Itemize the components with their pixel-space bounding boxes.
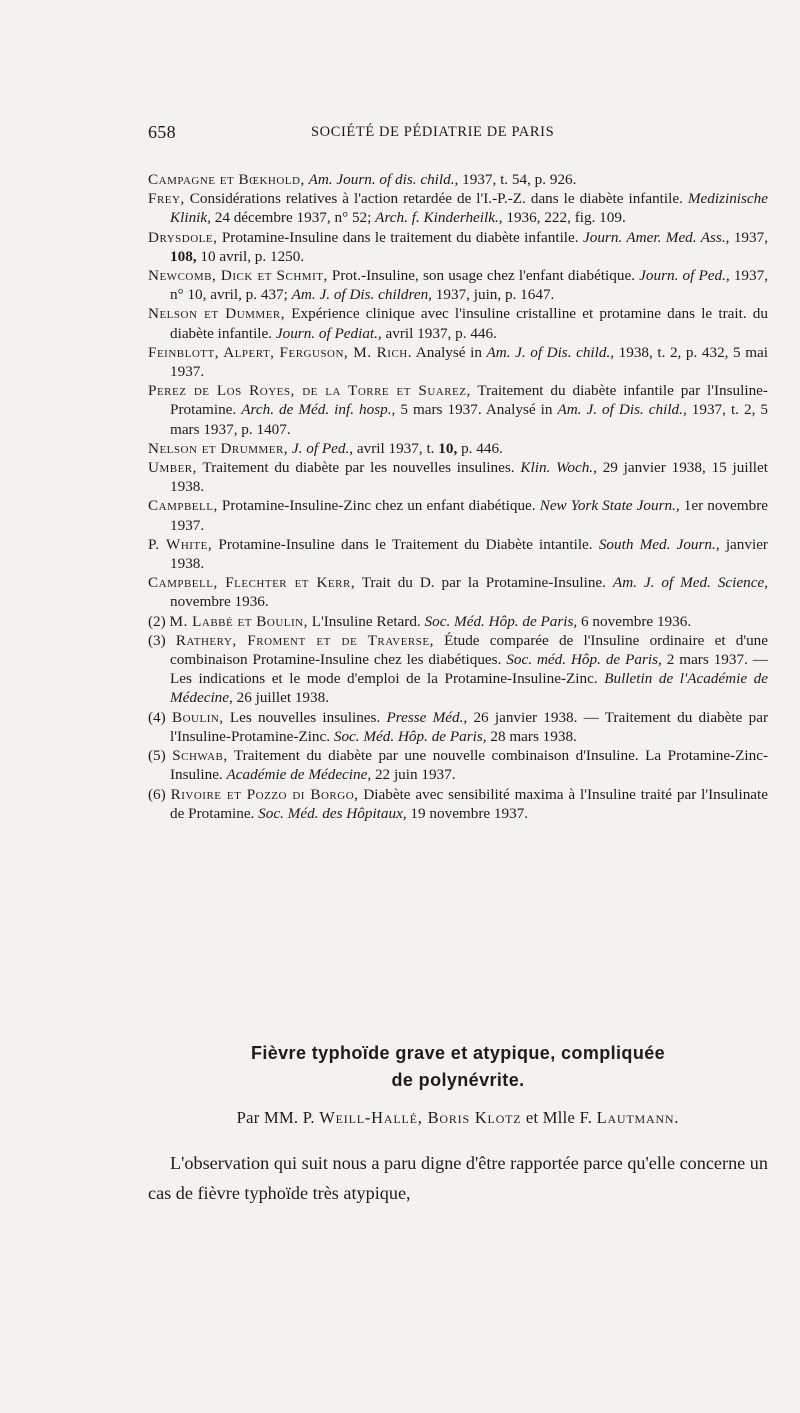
reference-rest-text: 1937, t. 2, 5 mars 1937, p. 1407. <box>170 401 768 438</box>
reference-journal-text: Am. J. of Dis. children, <box>291 286 432 304</box>
reference-authors-text: Nelson et Dummer, <box>148 305 286 323</box>
reference-pre-text: Traitement du diabète par les nouvelles insulines. <box>202 459 521 477</box>
reference-entry <box>148 573 768 611</box>
reference-authors-text: Campagne et Bœkhold, <box>148 171 305 188</box>
article-intro-paragraph: L'observation qui suit nous a paru digne d'être rapportée parce qu'elle concerne un cas de fièvre typhoïde très atypique, <box>148 1153 768 1203</box>
reference-label-text: (6) <box>148 785 171 803</box>
reference-authors-text: Campbell, Flechter et Kerr, <box>148 574 356 592</box>
reference-entry <box>148 631 768 708</box>
reference-pre-text: Traitement du diabète par une nouvelle combinaison d'Insuline. La Protamine-Zinc-Insuline. <box>170 747 769 784</box>
reference-journal-text: South Med. Journ., <box>598 535 720 553</box>
reference-entry <box>148 189 768 227</box>
reference-rest-text: 19 novembre 1937. <box>406 804 529 822</box>
reference-pre-text: Expérience clinique avec l'insuline cristalline et protamine dans le trait. du diabète infantile. <box>170 305 768 342</box>
reference-label-text: (4) <box>148 708 172 726</box>
reference-pre-text: Traitement du diabète infantile par l'Insuline-Protamine. <box>170 382 768 419</box>
reference-rest-text: 24 décembre 1937, n° 52; <box>210 209 376 227</box>
reference-journal-text: Medizinische Klinik, <box>170 190 769 227</box>
reference-entry <box>148 304 768 342</box>
reference-journal-text: J. of Ped., <box>291 439 354 457</box>
reference-rest-text: novembre 1936. <box>170 593 269 611</box>
reference-journal-text: Am. Journ. of dis. child., <box>308 171 459 188</box>
byline-last-author: Lautmann. <box>596 1108 680 1127</box>
reference-authors-text: Umber, <box>148 459 197 477</box>
reference-entry <box>148 535 768 573</box>
byline-authors: Weill-Hallé, Boris Klotz <box>319 1108 522 1127</box>
reference-rest-text: 1er novembre 1937. <box>170 497 769 534</box>
byline-mid: et Mlle F. <box>521 1108 597 1127</box>
reference-authors-text: Schwab, <box>172 747 228 765</box>
reference-authors-text: Newcomb, Dick et Schmit, <box>148 267 328 285</box>
reference-sep-text <box>434 632 444 649</box>
reference-journal-text: Am. J. of Med. Science, <box>612 574 769 592</box>
reference-rest-text: 2 mars 1937. — Les indications et le mode d'emploi de la Protamine-Insuline-Zinc. <box>170 651 768 688</box>
reference-bold-text: 10, <box>438 439 458 457</box>
reference-authors-text: Drysdole, <box>148 228 218 246</box>
reference-rest-text: 26 janvier 1938. — Traitement du diabète par l'Insuline-Protamine-Zinc. <box>170 708 769 745</box>
reference-entry <box>148 496 768 534</box>
reference-journal-text: New York State Journ., <box>539 497 680 515</box>
reference-pre-text: Les nouvelles insulines. <box>229 708 387 726</box>
reference-entry <box>148 439 768 458</box>
reference-rest-text: 1937, t. 54, p. 926. <box>458 171 577 188</box>
article-title-line-2: de polynévrite. <box>391 1070 525 1090</box>
reference-rest-text: 1938, t. 2, p. 432, 5 mai 1937. <box>170 343 768 381</box>
reference-pre-text: Protamine-Insuline dans le Traitement du Diabète intantile. <box>218 535 599 553</box>
reference-rest-text: 29 janvier 1938, 15 juillet 1938. <box>170 459 768 496</box>
reference-authors-text: Perez de Los Royes, de la Torre et Suarez, <box>148 382 471 400</box>
reference-pre-text: Étude comparée de l'Insuline ordinaire et d'une combinaison Protamine-Insuline chez les diabétiques. <box>170 631 768 669</box>
reference-entry <box>148 746 768 784</box>
page-header <box>148 122 760 144</box>
reference-authors-text: Frey, <box>148 190 185 208</box>
reference-pre-text: Protamine-Insuline-Zinc chez un enfant diabétique. <box>221 497 540 515</box>
reference-label-text: (5) <box>148 747 173 765</box>
reference-entry <box>148 458 768 496</box>
reference-rest-text: avril 1937, t. <box>353 439 439 457</box>
reference-entry <box>148 170 768 189</box>
reference-journal-text: Bulletin de l'Académie de Médecine, <box>170 670 768 707</box>
reference-rest-text: 5 mars 1937. Analysé in <box>395 401 558 419</box>
reference-entry <box>148 266 768 304</box>
reference-journal-text: Arch. de Méd. inf. hosp., <box>241 401 396 419</box>
reference-entry <box>148 612 768 631</box>
reference-rest-text: 10 avril, p. 1250. <box>196 247 305 265</box>
reference-journal-text: Journ. of Pediat., <box>275 324 382 342</box>
reference-authors-text: Boulin, <box>171 708 224 726</box>
reference-entry <box>148 343 768 381</box>
reference-journal-text: Presse Méd., <box>386 708 468 726</box>
reference-authors-text: Rathery, Froment et de Traverse, <box>175 631 434 649</box>
reference-rest-text: 6 novembre 1936. <box>577 612 692 630</box>
reference-sep-text <box>355 574 362 591</box>
reference-authors-text: Campbell, <box>148 497 218 515</box>
reference-journal-text: Klin. Woch., <box>520 459 597 477</box>
article-title-line-1: Fièvre typhoïde grave et atypique, compliquée <box>250 1043 666 1063</box>
reference-rest-text: avril 1937, p. 446. <box>381 324 497 342</box>
page-number: 658 <box>148 122 176 142</box>
reference-rest-text: janvier 1938. <box>170 535 768 573</box>
reference-bold-text: 108, <box>170 247 197 265</box>
article <box>148 1040 768 1208</box>
reference-journal-text: Académie de Médecine, <box>226 766 372 784</box>
reference-pre-text: Considérations relatives à l'action retardée de l'I.-P.-Z. dans le diabète infantile. <box>189 190 688 208</box>
reference-rest-text: p. 446. <box>457 439 503 457</box>
reference-rest-text: 1937, <box>729 228 769 246</box>
reference-entry <box>148 785 768 823</box>
reference-journal-text: Am. J. of Dis. child., <box>486 343 615 361</box>
reference-pre-text: L'Insuline Retard. <box>311 612 425 630</box>
reference-rest-text: 28 mars 1938. <box>486 727 577 745</box>
reference-journal-text: Journ. of Ped., <box>639 267 730 285</box>
reference-journal-text: Soc. Méd. Hôp. de Paris, <box>333 727 487 745</box>
reference-label-text: (3) <box>148 631 176 649</box>
reference-journal-text: Am. J. of Dis. child., <box>557 401 687 419</box>
reference-authors-text: Feinblott, Alpert, Ferguson, M. Rich. <box>148 343 413 361</box>
reference-pre-text: Diabète avec sensibilité maxima à l'Insuline traité par l'Insulinate de Protamine. <box>170 785 768 822</box>
reference-authors-text: M. Labbé et Boulin, <box>169 612 308 630</box>
reference-journal-text: Soc. méd. Hôp. de Paris, <box>506 651 662 669</box>
reference-rest-text: 22 juin 1937. <box>371 766 456 784</box>
byline-prefix: Par MM. P. <box>236 1108 320 1127</box>
reference-pre-text: Trait du D. par la Protamine-Insuline. <box>361 574 613 592</box>
reference-journal-text: Soc. Méd. Hôp. de Paris, <box>424 612 578 630</box>
reference-journal-text: Journ. Amer. Med. Ass., <box>582 228 730 246</box>
reference-rest-text: 1936, 222, fig. 109. <box>502 209 626 227</box>
running-head: SOCIÉTÉ DE PÉDIATRIE DE PARIS <box>311 124 555 140</box>
reference-authors-text: P. White, <box>148 535 213 553</box>
reference-entry <box>148 228 768 266</box>
reference-entry <box>148 381 768 439</box>
reference-list <box>148 170 768 823</box>
reference-rest-text: 26 juillet 1938. <box>232 689 330 707</box>
reference-pre-text: Protamine-Insuline dans le traitement du diabète infantile. <box>221 228 583 246</box>
reference-rest-text: 1937, juin, p. 1647. <box>431 286 555 304</box>
reference-pre-text: Analysé in <box>415 343 487 361</box>
reference-pre-text: Prot.-Insuline, son usage chez l'enfant diabétique. <box>331 267 640 285</box>
reference-authors-text: Nelson et Drummer, <box>148 439 289 457</box>
article-byline <box>148 1108 768 1128</box>
reference-entry <box>148 708 768 746</box>
reference-authors-text: Rivoire et Pozzo di Borgo, <box>170 785 359 803</box>
reference-journal-text: Arch. f. Kinderheilk., <box>375 209 503 227</box>
article-title <box>148 1040 768 1094</box>
reference-label-text: (2) <box>148 612 170 630</box>
reference-journal-text: Soc. Méd. des Hôpitaux, <box>258 804 407 822</box>
reference-rest-text: 1937, n° 10, avril, p. 437; <box>170 267 769 304</box>
